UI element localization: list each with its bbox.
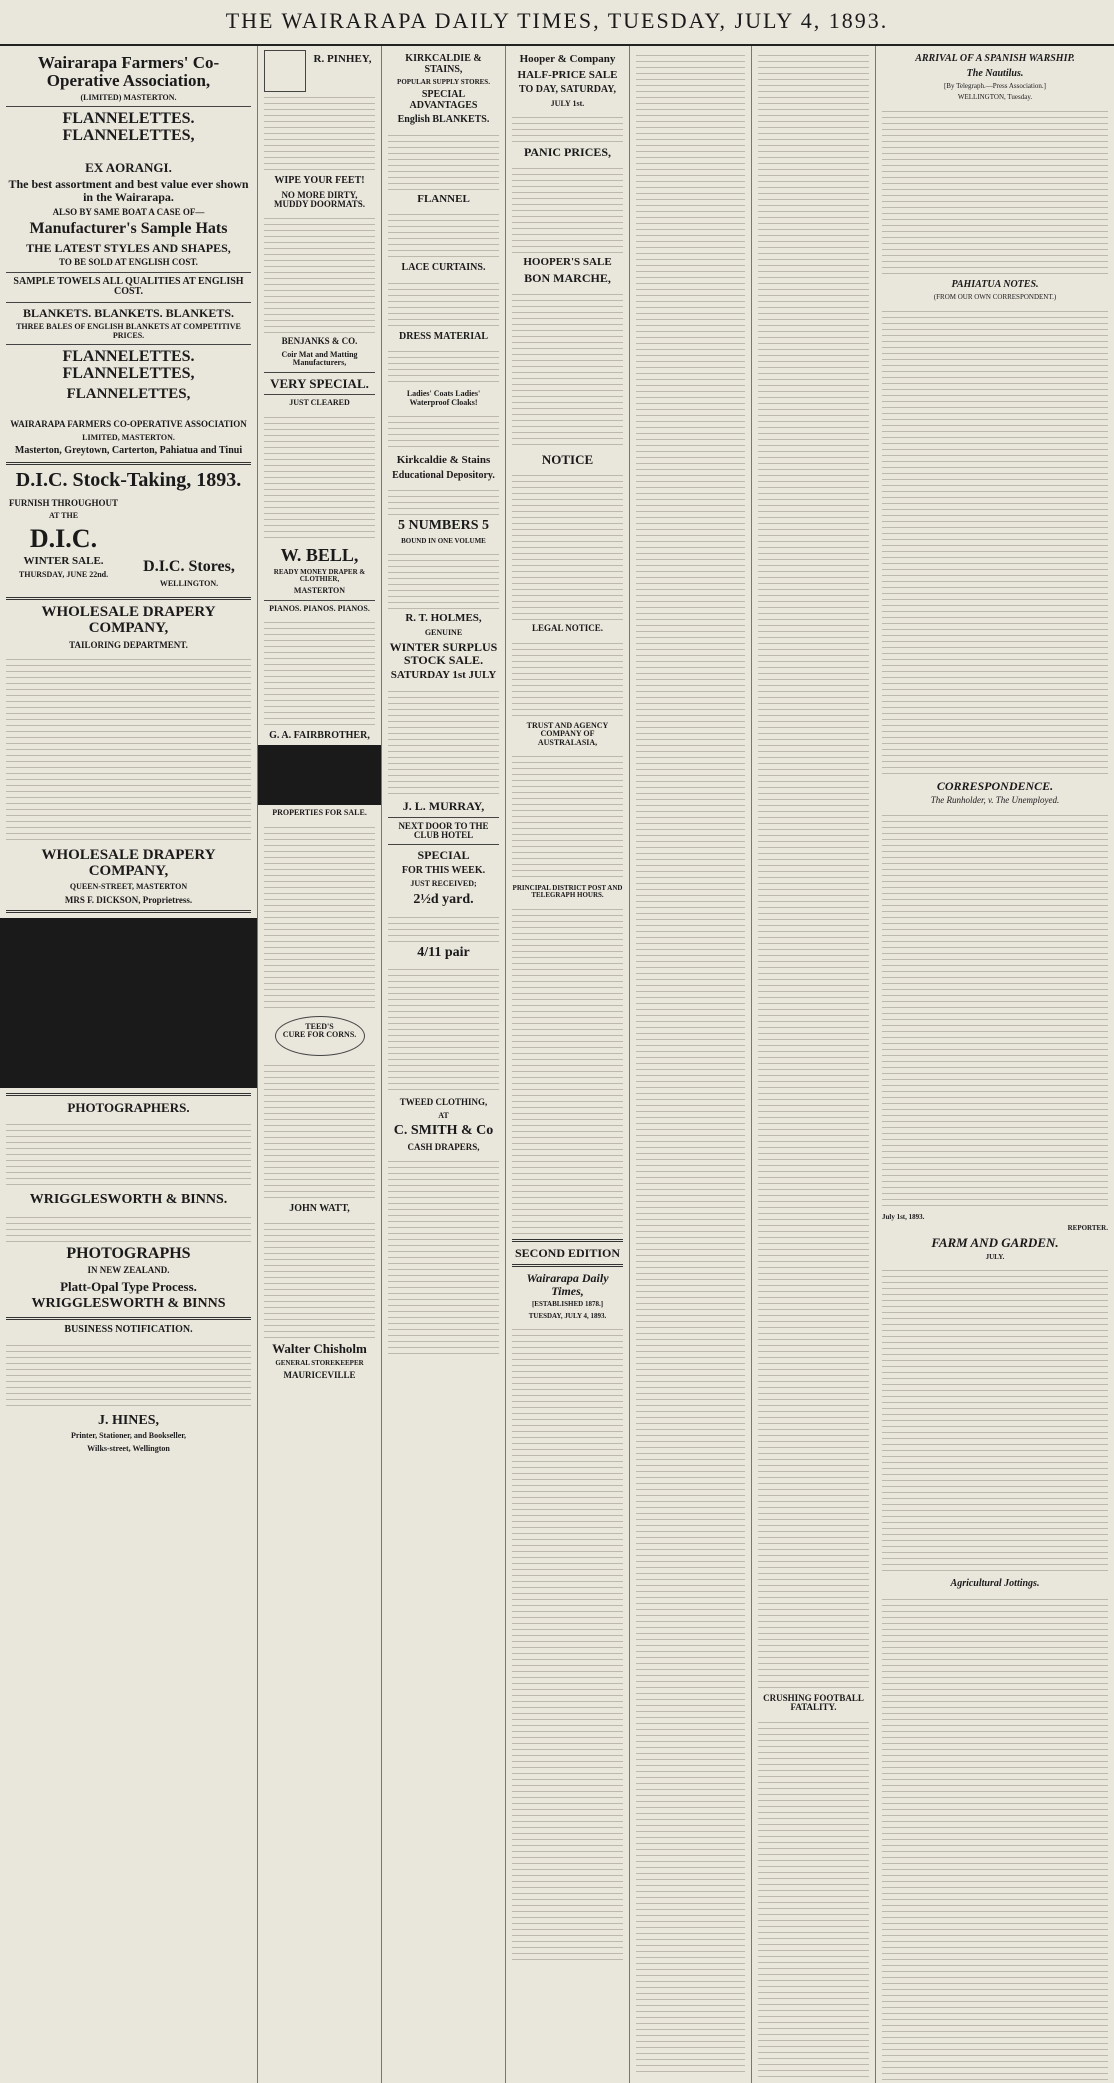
fine-text-block <box>388 485 499 515</box>
fine-text-block <box>388 209 499 259</box>
fine-text <box>6 406 251 416</box>
sample-towels: SAMPLE TOWELS ALL QUALITIES AT ENGLISH COST. <box>13 275 244 298</box>
english-blankets: English BLANKETS. <box>397 114 490 126</box>
runholder: The Runholder, v. The Unemployed. <box>930 795 1060 806</box>
today-saturday: TO DAY, SATURDAY, <box>518 84 617 96</box>
reduced-price: 4/11 pair <box>417 944 470 960</box>
fine-text-block <box>388 346 499 386</box>
dark-print-blot <box>258 745 381 805</box>
saturday-july: SATURDAY 1st JULY <box>390 669 497 682</box>
divider <box>388 844 499 845</box>
in-new-zealand: IN NEW ZEALAND. <box>87 1265 170 1276</box>
pianos: PIANOS. PIANOS. PIANOS. <box>269 603 370 613</box>
divider <box>264 600 375 601</box>
by-telegraph: [By Telegraph.—Press Association.] <box>943 82 1047 90</box>
sample-hats: Manufacturer's Sample Hats <box>29 219 228 237</box>
no-more-doormats: NO MORE DIRTY, MUDDY DOORMATS. <box>274 189 365 209</box>
cash-drapers: CASH DRAPERS, <box>407 1141 480 1152</box>
fine-text-block <box>6 1340 251 1410</box>
fine-text-block <box>882 1594 1108 2083</box>
column-1 <box>0 46 258 2083</box>
fine-text-block <box>758 50 869 1690</box>
teeds-name: TEED'S <box>305 1021 334 1031</box>
fine-text-block <box>6 654 251 844</box>
fine-text-block <box>882 306 1108 776</box>
very-special: VERY SPECIAL. <box>270 375 369 391</box>
properties-for-sale: PROPERTIES FOR SALE. <box>272 808 367 818</box>
hines-sub: Printer, Stationer, and Bookseller, <box>70 1431 187 1441</box>
kirkcaldie-heading-2: Kirkcaldie & Stains <box>396 454 491 467</box>
cure-for-corns: CURE FOR CORNS. <box>282 1030 357 1040</box>
hines-address: Wilks-street, Wellington <box>87 1443 170 1453</box>
general-storekeeper: GENERAL STOREKEEPER <box>275 1359 364 1368</box>
established: [ESTABLISHED 1878.] <box>531 1300 604 1309</box>
notice-heading: NOTICE <box>541 451 594 467</box>
legal-notice: LEGAL NOTICE. <box>531 623 604 634</box>
letter-sign: REPORTER. <box>1067 1223 1108 1232</box>
fine-text-block <box>882 810 1108 1210</box>
sold-english: TO BE SOLD AT ENGLISH COST. <box>59 257 198 268</box>
fine-text-block <box>512 289 623 449</box>
popular-supply: POPULAR SUPPLY STORES. <box>397 78 490 86</box>
hooper-heading: Hooper & Company <box>519 53 616 65</box>
at-label: AT <box>438 1110 449 1120</box>
column-3 <box>382 46 506 2083</box>
smith-co: C. SMITH & Co <box>393 1123 494 1139</box>
dic-wellington: WELLINGTON. <box>159 578 219 588</box>
masthead-title: THE WAIRARAPA DAILY TIMES, TUESDAY, JULY 4, 1893. <box>225 8 889 33</box>
fine-text-block <box>882 1265 1108 1575</box>
wellington-dateline: WELLINGTON, Tuesday. <box>957 93 1033 102</box>
w-bell: W. BELL, <box>280 544 359 565</box>
dark-print-blot <box>0 918 257 1088</box>
mauriceville: MAURICEVILLE <box>283 1370 356 1381</box>
nautilus: The Nautilus. <box>966 67 1024 79</box>
benjanks: BENJANKS & CO. <box>281 336 358 347</box>
walter-chisholm: Walter Chisholm <box>272 1341 367 1357</box>
correspondence: CORRESPONDENCE. <box>936 778 1054 793</box>
fine-text-block <box>388 278 499 328</box>
dic-at-the: AT THE <box>48 511 79 521</box>
tailoring-heading: TAILORING DEPARTMENT. <box>69 639 188 650</box>
fine-text-block <box>388 130 499 190</box>
fine-text-block <box>512 904 623 1234</box>
column-2 <box>258 46 382 2083</box>
half-price-sale: HALF-PRICE SALE <box>517 68 618 81</box>
murray: J. L. MURRAY, <box>402 798 485 813</box>
dress-material: DRESS MATERIAL <box>399 330 488 342</box>
lace-curtains: LACE CURTAINS. <box>401 262 486 274</box>
proprietress: MRS F. DICKSON, Proprietress. <box>64 894 193 905</box>
best-line: The best assortment and best value ever shown in the Wairarapa. <box>8 177 249 204</box>
divider <box>6 344 251 345</box>
divider <box>512 1239 623 1242</box>
fine-text-block <box>264 213 375 333</box>
genuine: GENUINE <box>424 627 463 637</box>
dic-date: THURSDAY, JUNE 22nd. <box>18 570 109 580</box>
divider <box>6 462 251 465</box>
wrigglesworth-heading: WRIGGLESWORTH & BINNS. <box>29 1191 228 1207</box>
flannel: FLANNEL <box>417 192 470 205</box>
five-numbers: 5 NUMBERS 5 <box>397 518 489 534</box>
also-by: ALSO BY SAME BOAT A CASE OF— <box>52 206 205 217</box>
dic-winter-sale: WINTER SALE. <box>23 554 104 567</box>
special-2: SPECIAL <box>417 848 470 863</box>
fine-text-block <box>264 617 375 727</box>
fine-text-block <box>388 411 499 451</box>
business-notification: BUSINESS NOTIFICATION. <box>64 1324 193 1336</box>
bell-masterton: MASTERTON <box>293 586 346 596</box>
coir-mat: Coir Mat and Matting Manufacturers, <box>281 349 358 368</box>
flannelettes-heading: FLANNELETTES. FLANNELETTES, <box>62 110 195 144</box>
hoopers-sale: HOOPER'S SALE <box>523 255 612 268</box>
blankets-heading: BLANKETS. BLANKETS. BLANKETS. <box>22 305 235 320</box>
coop-assoc-2: WAIRARAPA FARMERS CO-OPERATIVE ASSOCIATION <box>10 419 247 430</box>
fine-text-block <box>512 751 623 881</box>
fine-text-block <box>512 163 623 253</box>
educational-depository: Educational Depository. <box>392 469 495 481</box>
ladies-coats: Ladies' Coats Ladies' Waterproof Cloaks! <box>406 389 481 407</box>
post-telegraph-hours: PRINCIPAL DISTRICT POST AND TELEGRAPH HOURS. <box>512 883 623 900</box>
fine-text-block <box>388 686 499 796</box>
second-edition: SECOND EDITION <box>514 1245 621 1260</box>
divider <box>6 910 251 913</box>
coop-limited: LIMITED, MASTERTON. <box>82 432 175 442</box>
next-door: NEXT DOOR TO THE CLUB HOTEL <box>398 820 489 840</box>
dic-logo: D.I.C. <box>29 523 98 553</box>
wagon-illustration <box>264 50 306 92</box>
pahiatua-notes: PAHIATUA NOTES. <box>951 278 1039 290</box>
tweed-clothing: TWEED CLOTHING, <box>399 1097 488 1108</box>
divider <box>6 272 251 273</box>
flannelettes-heading-2: FLANNELETTES. FLANNELETTES, <box>62 348 195 382</box>
fine-text-block <box>512 638 623 718</box>
ready-money: READY MONEY DRAPER & CLOTHIER, <box>273 567 366 583</box>
fine-text <box>127 495 251 555</box>
masthead <box>0 0 1114 46</box>
arrival-heading: ARRIVAL OF A SPANISH WARSHIP. <box>915 53 1075 64</box>
issue-date: TUESDAY, JULY 4, 1893. <box>528 1311 607 1320</box>
farm-july: JULY. <box>985 1252 1005 1261</box>
fine-text-block <box>512 1324 623 1964</box>
fine-text-block <box>388 912 499 942</box>
queen-street: QUEEN-STREET, MASTERTON <box>69 882 188 892</box>
fine-text-block <box>264 92 375 172</box>
three-bales: THREE BALES OF ENGLISH BLANKETS AT COMPETITIVE PRICES. <box>16 322 241 340</box>
divider <box>264 372 375 373</box>
for-this-week: FOR THIS WEEK. <box>401 864 486 876</box>
holmes: R. T. HOLMES, <box>405 612 482 625</box>
latest-styles: THE LATEST STYLES AND SHAPES, <box>26 240 231 255</box>
column-6 <box>752 46 876 2083</box>
divider <box>264 394 375 395</box>
own-correspondent: (FROM OUR OWN CORRESPONDENT.) <box>933 293 1057 302</box>
coop-heading: Wairarapa Farmers' Co-Operative Association, <box>37 53 220 90</box>
wholesale-heading-2: WHOLESALE DRAPERY COMPANY, <box>41 846 216 879</box>
dic-furnish: FURNISH THROUGHOUT <box>8 497 119 508</box>
teeds-badge <box>275 1016 365 1056</box>
fine-text-block <box>636 50 745 2075</box>
fine-text-block <box>388 964 499 1094</box>
july-1st: JULY 1st. <box>550 98 585 108</box>
fine-text-block <box>388 549 499 609</box>
fine-text-block <box>882 106 1108 276</box>
photographs-heading: PHOTOGRAPHS <box>66 1244 191 1262</box>
wairarapa-daily-times: Wairarapa Daily Times, <box>526 1271 609 1298</box>
fine-text-block <box>6 1212 251 1242</box>
ex-aorangi: EX AORANGI. <box>85 159 172 175</box>
flannelettes-heading-3: FLANNELETTES, <box>66 385 191 402</box>
john-watt: JOHN WATT, <box>289 1202 350 1214</box>
column-7 <box>876 46 1114 2083</box>
special-advantages: SPECIAL ADVANTAGES <box>409 89 478 111</box>
fine-text-block <box>512 470 623 620</box>
platt-opal: Platt-Opal Type Process. <box>60 1278 197 1294</box>
just-received: JUST RECEIVED; <box>410 879 477 889</box>
fine-text-block <box>758 1717 869 2077</box>
fairbrother: G. A. FAIRBROTHER, <box>269 729 370 741</box>
divider <box>388 817 499 818</box>
fine-text-block <box>264 1060 375 1200</box>
divider <box>6 597 251 600</box>
fine-text-block <box>264 822 375 1012</box>
wrigglesworth-heading-2: WRIGGLESWORTH & BINNS <box>31 1296 226 1312</box>
towns-line: Masterton, Greytown, Carterton, Pahiatua and Tinui <box>14 445 243 457</box>
winter-surplus: WINTER SURPLUS STOCK SALE. <box>389 640 498 667</box>
fine-text <box>6 149 251 157</box>
just-cleared: JUST CLEARED <box>289 398 350 408</box>
divider <box>6 1317 251 1320</box>
bon-marche: BON MARCHE, <box>524 271 611 286</box>
panic-prices: PANIC PRICES, <box>523 144 612 159</box>
column-5 <box>630 46 752 2083</box>
bound-volume: BOUND IN ONE VOLUME <box>401 536 486 545</box>
fine-text-block <box>388 1156 499 1356</box>
letter-date: July 1st, 1893. <box>882 1212 925 1221</box>
wholesale-heading: WHOLESALE DRAPERY COMPANY, <box>41 604 216 636</box>
coop-subheading: (LIMITED) MASTERTON. <box>80 92 177 102</box>
price-yard: 2½d yard. <box>413 891 474 907</box>
divider <box>6 106 251 107</box>
fine-text-block <box>264 412 375 542</box>
divider <box>512 1264 623 1267</box>
hines-name: J. HINES, <box>97 1412 160 1428</box>
column-4 <box>506 46 630 2083</box>
photographers-heading: PHOTOGRAPHERS. <box>67 1100 190 1116</box>
divider <box>6 1093 251 1096</box>
fine-text-block <box>6 1119 251 1189</box>
crushing-football: CRUSHING FOOTBALL FATALITY. <box>763 1693 864 1713</box>
dic-stores: D.I.C. Stores, <box>143 557 235 575</box>
trust-agency: TRUST AND AGENCY COMPANY OF AUSTRALASIA, <box>526 720 609 747</box>
columns <box>0 46 1114 2083</box>
fine-text-block <box>264 1218 375 1338</box>
fine-text-block <box>512 112 623 142</box>
divider <box>6 302 251 303</box>
pinhey-name: R. PINHEY, <box>313 53 372 65</box>
farm-garden: FARM AND GARDEN. <box>931 1235 1059 1251</box>
dic-title: D.I.C. Stock-Taking, 1893. <box>15 468 242 491</box>
agricultural-jottings: Agricultural Jottings. <box>950 1578 1040 1590</box>
kirkcaldie-heading: KIRKCALDIE & STAINS, <box>405 53 482 75</box>
wipe-feet: WIPE YOUR FEET! <box>274 175 365 186</box>
